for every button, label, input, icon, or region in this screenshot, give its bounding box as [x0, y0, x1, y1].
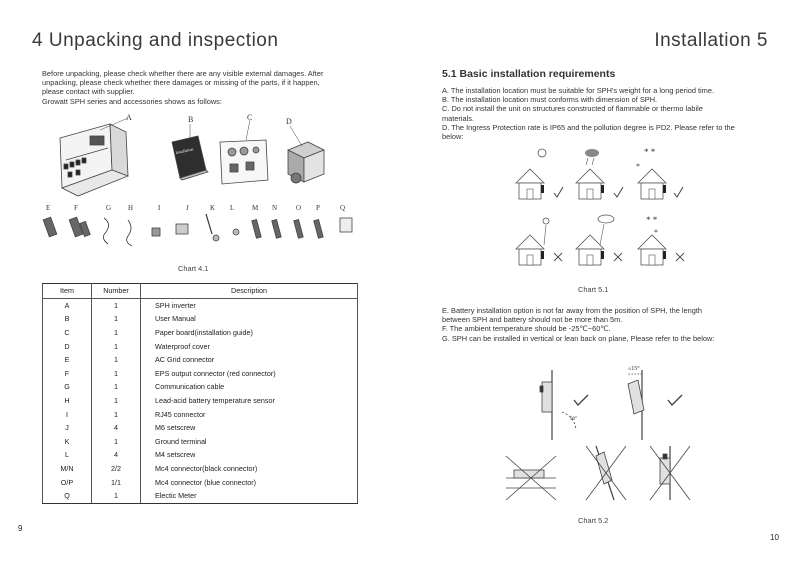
- sunny-house-icon: [516, 149, 546, 199]
- table-header-row: [43, 284, 358, 299]
- figure-letter: C: [247, 113, 253, 122]
- table-row: [43, 326, 358, 340]
- svg-text:*: *: [654, 228, 658, 237]
- cell-item: Q: [43, 489, 92, 503]
- cell-number: 1: [92, 339, 141, 353]
- snow-house-icon: [636, 147, 666, 199]
- cell-item: C: [43, 326, 92, 340]
- column-header-number: Number: [92, 284, 141, 299]
- vertical-mount-drawing: [540, 370, 577, 440]
- cell-number: 1: [92, 489, 141, 503]
- cross-icon: [676, 253, 684, 261]
- cell-description: Waterproof cover: [141, 339, 358, 353]
- horizontal-mount-drawing: [506, 456, 556, 500]
- table-row: [43, 394, 358, 408]
- angle-90-label: 90°: [570, 417, 577, 422]
- check-icon: [674, 187, 683, 197]
- cell-number: 1: [92, 380, 141, 394]
- requirement-line: E. Battery installation option is not far away from the position of SPH, the length: [442, 306, 703, 315]
- chart2-caption: Chart 5.2: [578, 516, 609, 525]
- requirement-line: materials.: [442, 113, 475, 123]
- direct-sun-house-icon: [516, 218, 549, 265]
- table-row: [43, 448, 358, 462]
- cell-number: 1: [92, 326, 141, 340]
- tilt-forward-mount-drawing: [586, 446, 626, 500]
- table-row: [43, 435, 358, 449]
- paper-board-drawing: [220, 140, 268, 184]
- requirement-line: F. The ambient temperature should be -25℃~60℃.: [442, 324, 611, 334]
- cell-number: 1: [92, 367, 141, 381]
- requirements-list: [442, 86, 777, 141]
- cell-item: L: [43, 448, 92, 462]
- requirement-line: G. SPH can be installed in vertical or lean back on plane, Please refer to the below:: [442, 333, 715, 343]
- figure-letter: H: [128, 204, 134, 212]
- svg-text:* *: * *: [644, 147, 656, 157]
- cell-item: H: [43, 394, 92, 408]
- check-icon: [614, 187, 623, 197]
- cell-number: 1: [92, 435, 141, 449]
- waterproof-cover-drawing: [288, 142, 324, 183]
- cell-description: M4 setscrew: [141, 448, 358, 462]
- cell-description: M6 setscrew: [141, 421, 358, 435]
- svg-text:*: *: [636, 162, 640, 171]
- figure-letter: M: [252, 204, 259, 212]
- left-page-heading: 4 Unpacking and inspection: [32, 30, 279, 51]
- cell-item: G: [43, 380, 92, 394]
- requirement-line: B. The installation location must conforms with dimension of SPH.: [442, 95, 658, 105]
- column-header-item: Item: [43, 284, 92, 299]
- cell-item: J: [43, 421, 92, 435]
- intro-line: Before unpacking, please check whether there are any visible external damages. After: [42, 69, 324, 78]
- svg-text:* *: * *: [646, 215, 658, 225]
- cross-icon: [614, 253, 622, 261]
- cell-description: Paper board(installation guide): [141, 326, 358, 340]
- requirement-line: between SPH and battery should not be more than 5m.: [442, 315, 623, 325]
- figure-letter: E: [46, 204, 51, 212]
- table-row: [43, 475, 358, 489]
- requirement-line: C. Do not install the unit on structures constructed of flammable or thermo labile: [442, 104, 703, 114]
- figure-letter: J: [186, 204, 189, 212]
- upside-down-mount-drawing: [650, 446, 690, 500]
- figure-letter: N: [272, 204, 278, 212]
- environment-chart: [508, 145, 698, 275]
- cell-description: EPS output connector (red connector): [141, 367, 358, 381]
- table-row: [43, 312, 358, 326]
- figure-letter: K: [210, 204, 216, 212]
- mounting-chart: [500, 360, 710, 510]
- manual-drawing: [172, 136, 208, 180]
- cell-description: SPH inverter: [141, 298, 358, 312]
- accessories-figure: [40, 110, 370, 260]
- cell-item: F: [43, 367, 92, 381]
- right-page-number: 10: [770, 533, 779, 542]
- table-row: [43, 367, 358, 381]
- table-row: [43, 380, 358, 394]
- direct-rain-house-icon: [576, 215, 614, 265]
- cell-description: Electic Meter: [141, 489, 358, 503]
- left-page-number: 9: [18, 524, 23, 533]
- figure-letter: A: [126, 113, 132, 122]
- requirement-line: A. The installation location must be suitable for SPH's weight for a long period time.: [442, 86, 714, 95]
- cell-number: 4: [92, 448, 141, 462]
- intro-paragraph: [42, 69, 372, 106]
- cell-item: A: [43, 298, 92, 312]
- figure-letter: F: [74, 204, 78, 212]
- check-icon: [668, 395, 682, 405]
- table-row: [43, 407, 358, 421]
- table-row: [43, 353, 358, 367]
- cell-description: RJ45 connector: [141, 407, 358, 421]
- check-icon: [554, 187, 563, 197]
- cell-item: E: [43, 353, 92, 367]
- table-row: [43, 462, 358, 476]
- cell-item: I: [43, 407, 92, 421]
- section-title: 5.1 Basic installation requirements: [442, 68, 616, 80]
- right-page-heading: Installation 5: [654, 30, 768, 51]
- check-icon: [574, 395, 588, 405]
- cell-item: D: [43, 339, 92, 353]
- intro-line: unpacking, please check whether there damages or missing of the parts, if it happen,: [42, 78, 320, 88]
- requirement-line: D. The Ingress Protection rate is IP65 and the pollution degree is PD2. Please refer to the: [442, 122, 735, 132]
- cell-number: 1: [92, 394, 141, 408]
- cell-number: 1: [92, 407, 141, 421]
- cell-description: Lead-acid battery temperature sensor: [141, 394, 358, 408]
- rain-house-icon: [576, 149, 604, 199]
- cell-description: Ground terminal: [141, 435, 358, 449]
- figure-letter: P: [316, 204, 320, 212]
- cell-description: Communication cable: [141, 380, 358, 394]
- cross-icon: [554, 253, 562, 261]
- chart1-caption: Chart 5.1: [578, 285, 609, 294]
- lean-back-mount-drawing: [628, 370, 644, 440]
- requirements-list-2: [442, 306, 777, 343]
- table-row: [43, 421, 358, 435]
- cell-number: 1: [92, 353, 141, 367]
- cell-number: 1: [92, 298, 141, 312]
- column-header-description: Description: [141, 284, 358, 299]
- cell-description: AC Grid connector: [141, 353, 358, 367]
- table-row: [43, 339, 358, 353]
- figure-letter: L: [230, 204, 235, 212]
- tilt-angle-label: ≤15°: [628, 366, 640, 372]
- figure-letter: D: [286, 117, 292, 126]
- cell-description: Mc4 connector(black connector): [141, 462, 358, 476]
- cell-item: B: [43, 312, 92, 326]
- figure-letter: Q: [340, 204, 346, 212]
- cell-item: O/P: [43, 475, 92, 489]
- cell-number: 4: [92, 421, 141, 435]
- connectors-row: [43, 214, 352, 246]
- cell-description: User Manual: [141, 312, 358, 326]
- cell-number: 2/2: [92, 462, 141, 476]
- cell-number: 1: [92, 312, 141, 326]
- intro-line: Growatt SPH series and accessories shows as follows:: [42, 96, 222, 106]
- cell-item: M/N: [43, 462, 92, 476]
- cell-description: Mc4 connector (blue connector): [141, 475, 358, 489]
- inverter-drawing: [60, 124, 128, 196]
- manual-cover-text: Installation: [175, 146, 194, 155]
- table-row: [43, 489, 358, 503]
- figure-caption: Chart 4.1: [178, 264, 209, 273]
- figure-letter: I: [158, 204, 161, 212]
- figure-letter: G: [106, 204, 112, 212]
- table-row: [43, 298, 358, 312]
- requirement-line: below:: [442, 132, 464, 142]
- cell-number: 1/1: [92, 475, 141, 489]
- cell-item: K: [43, 435, 92, 449]
- figure-letter: O: [296, 204, 302, 212]
- accessories-table: [42, 283, 358, 504]
- intro-line: please contact with supplier.: [42, 87, 135, 97]
- direct-snow-house-icon: [638, 215, 666, 265]
- figure-letter: B: [188, 115, 194, 124]
